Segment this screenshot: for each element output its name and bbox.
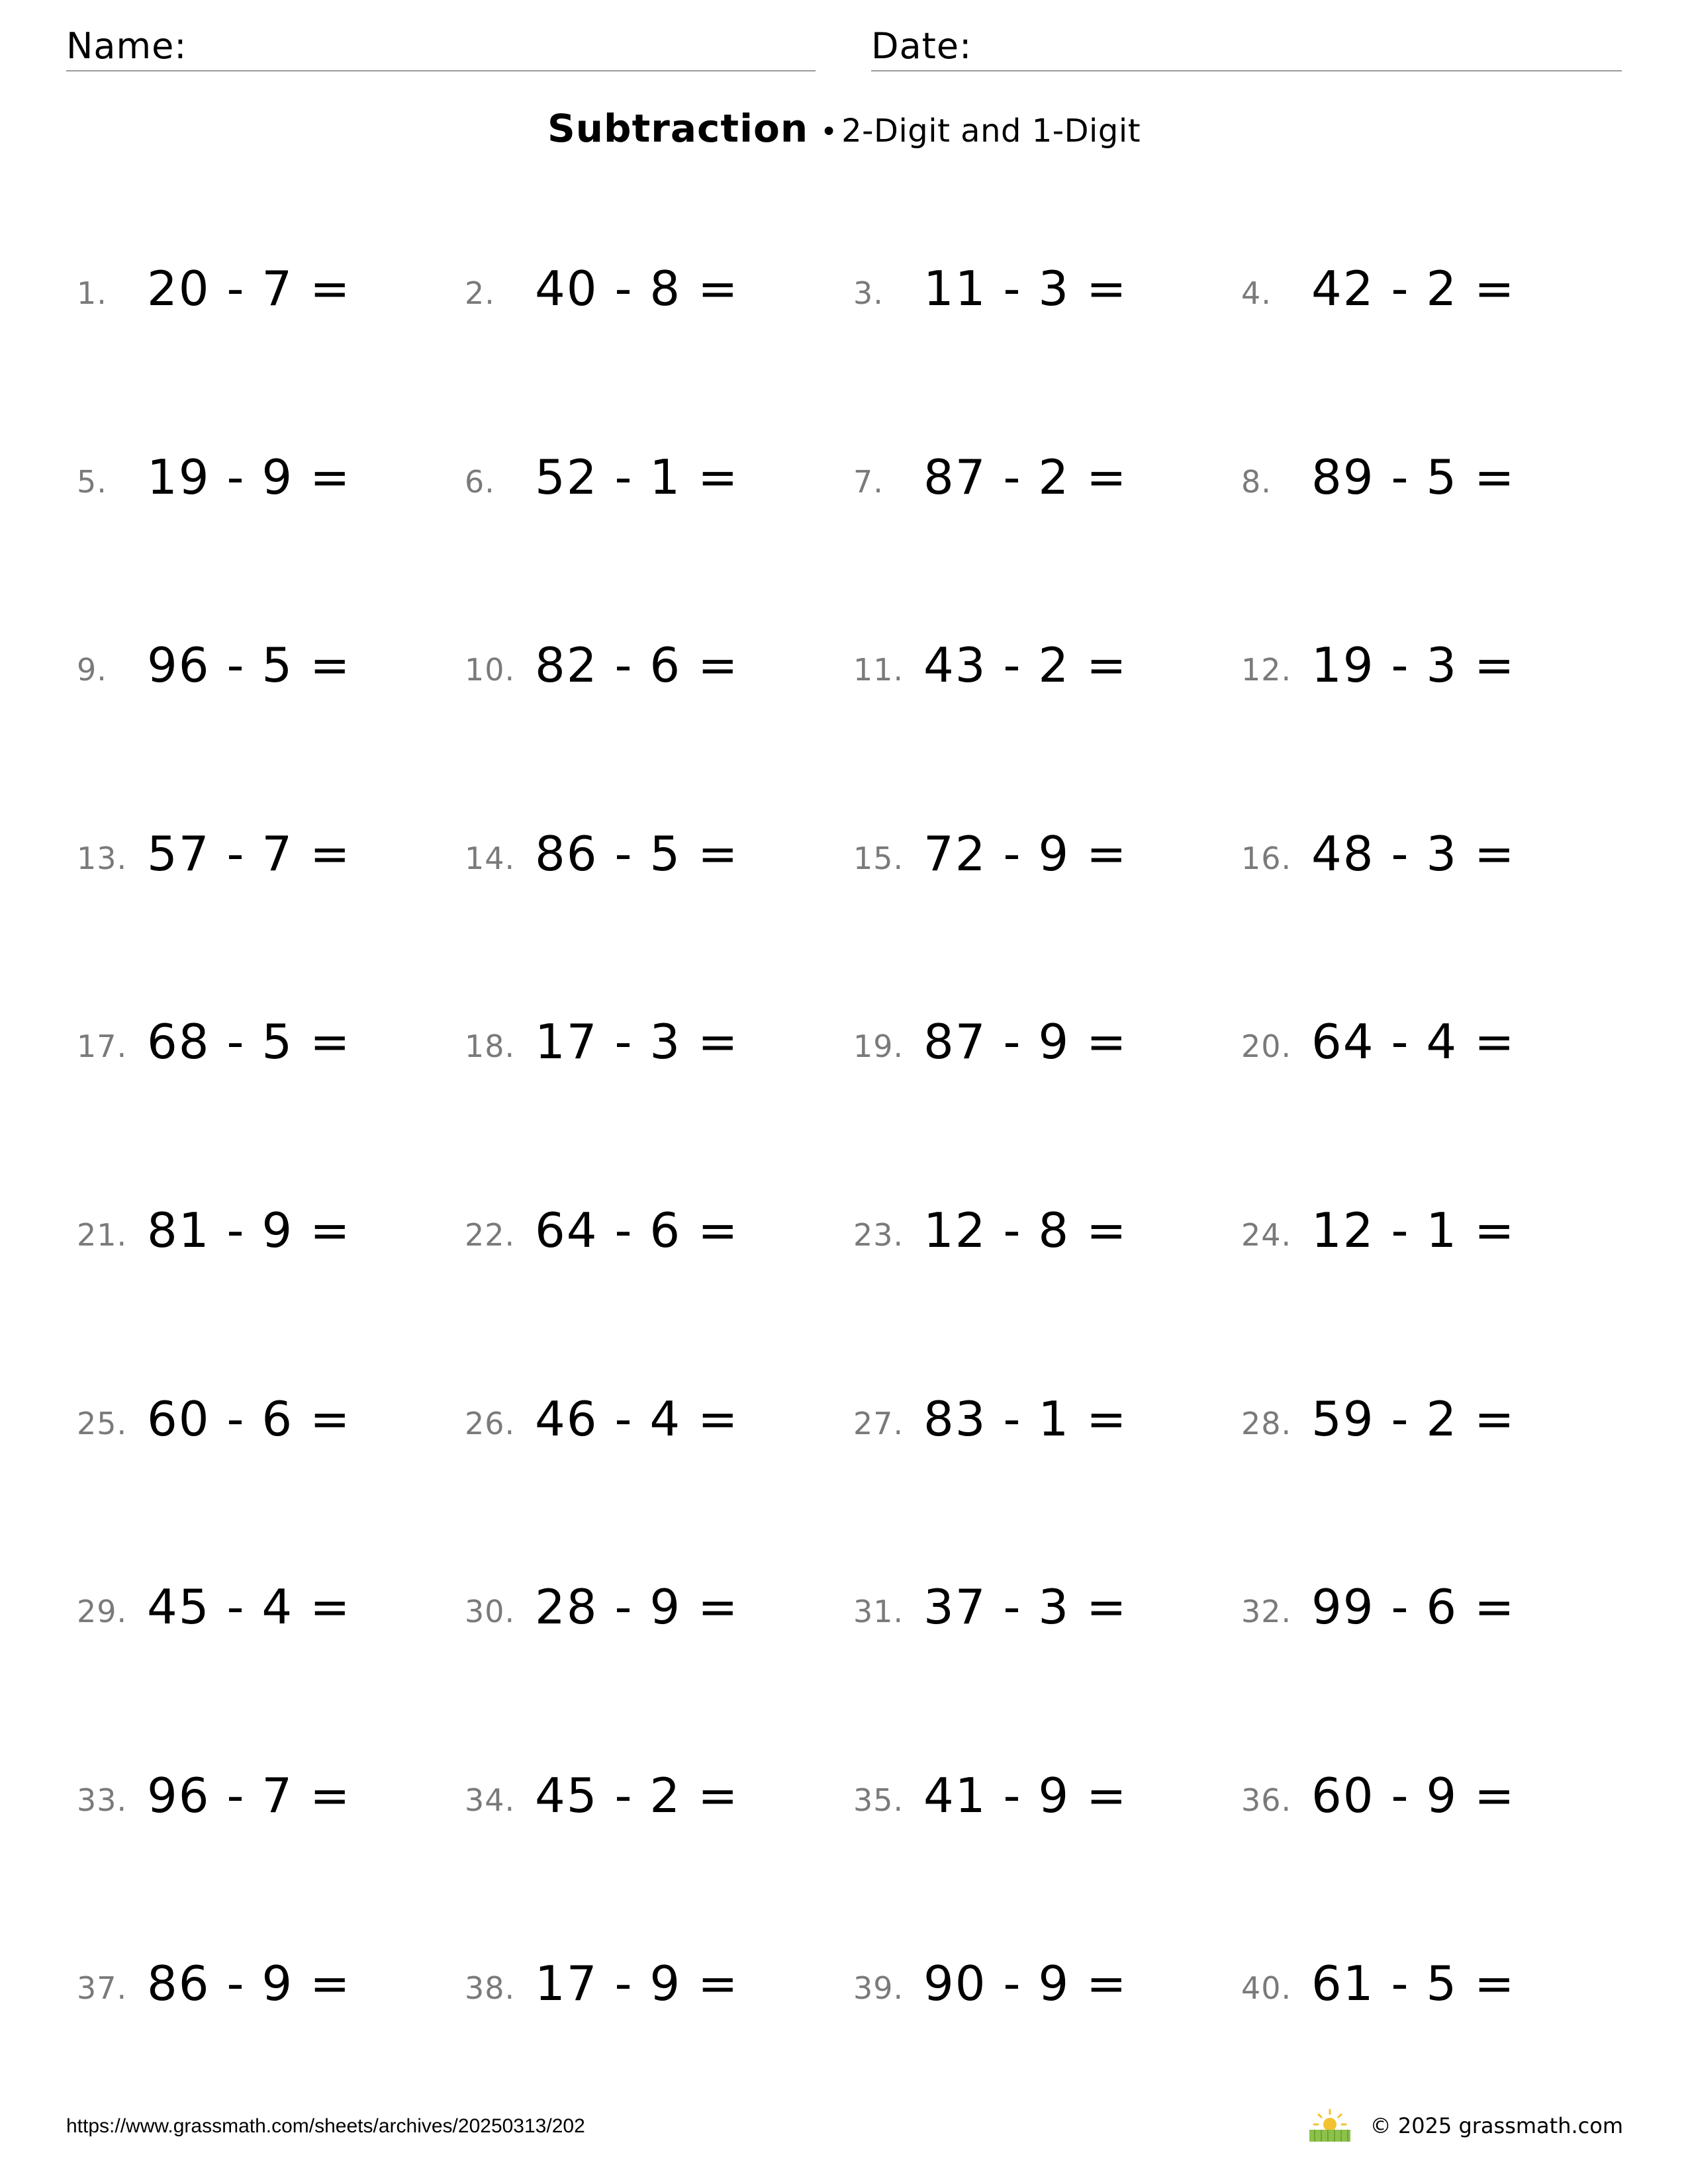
problem-item bbox=[853, 258, 1224, 331]
problem-expression: 12 - 8 = bbox=[923, 1203, 1128, 1258]
problem-expression: 57 - 7 = bbox=[147, 826, 352, 882]
problem-expression: 59 - 2 = bbox=[1311, 1391, 1516, 1447]
footer-url[interactable]: https://www.grassmath.com/sheets/archives/20250313/202 bbox=[66, 2115, 585, 2137]
problem-item bbox=[77, 1576, 447, 1649]
problem-expression: 81 - 9 = bbox=[147, 1203, 352, 1258]
problem-expression: 90 - 9 = bbox=[923, 1956, 1128, 2011]
problem-number: 24. bbox=[1241, 1217, 1292, 1253]
problem-expression: 68 - 5 = bbox=[147, 1014, 352, 1069]
problem-item bbox=[853, 1200, 1224, 1273]
problem-number: 16. bbox=[1241, 841, 1292, 876]
problem-expression: 60 - 6 = bbox=[147, 1391, 352, 1447]
problem-item bbox=[465, 635, 835, 707]
problem-item bbox=[1241, 1200, 1612, 1273]
problem-number: 25. bbox=[77, 1406, 128, 1441]
problem-number: 31. bbox=[853, 1594, 904, 1629]
problem-item bbox=[465, 1576, 835, 1649]
problem-item bbox=[1241, 1765, 1612, 1838]
problem-item bbox=[853, 635, 1224, 707]
problem-item bbox=[77, 1388, 447, 1461]
problem-expression: 11 - 3 = bbox=[923, 261, 1128, 316]
problem-expression: 86 - 5 = bbox=[535, 826, 739, 882]
problem-number: 3. bbox=[853, 275, 884, 311]
problem-item bbox=[1241, 1576, 1612, 1649]
problem-item bbox=[853, 823, 1224, 896]
problem-number: 39. bbox=[853, 1970, 904, 2006]
problem-expression: 87 - 9 = bbox=[923, 1014, 1128, 1069]
problem-expression: 37 - 3 = bbox=[923, 1579, 1128, 1635]
problem-number: 7. bbox=[853, 464, 884, 500]
problem-number: 18. bbox=[465, 1028, 516, 1064]
problem-item bbox=[1241, 823, 1612, 896]
problem-number: 32. bbox=[1241, 1594, 1292, 1629]
problem-number: 35. bbox=[853, 1782, 904, 1818]
problem-item bbox=[465, 258, 835, 331]
problem-expression: 45 - 2 = bbox=[535, 1768, 739, 1823]
problem-item bbox=[1241, 1953, 1612, 2026]
sun-over-grass-icon bbox=[1307, 2107, 1353, 2144]
problem-number: 34. bbox=[465, 1782, 516, 1818]
problem-expression: 40 - 8 = bbox=[535, 261, 739, 316]
problem-number: 13. bbox=[77, 841, 128, 876]
problem-expression: 61 - 5 = bbox=[1311, 1956, 1516, 2011]
problem-number: 29. bbox=[77, 1594, 128, 1629]
problem-number: 10. bbox=[465, 652, 516, 688]
problem-expression: 89 - 5 = bbox=[1311, 449, 1516, 505]
problem-expression: 17 - 9 = bbox=[535, 1956, 739, 2011]
problem-grid bbox=[0, 258, 1688, 2151]
title-main: Subtraction bbox=[547, 106, 809, 151]
problem-item bbox=[1241, 1388, 1612, 1461]
problem-number: 1. bbox=[77, 275, 107, 311]
problem-item bbox=[465, 823, 835, 896]
worksheet-title bbox=[0, 106, 1688, 151]
problem-number: 9. bbox=[77, 652, 107, 688]
problem-expression: 82 - 6 = bbox=[535, 637, 739, 693]
problem-expression: 42 - 2 = bbox=[1311, 261, 1516, 316]
problem-expression: 60 - 9 = bbox=[1311, 1768, 1516, 1823]
problem-item bbox=[1241, 258, 1612, 331]
date-field[interactable] bbox=[871, 23, 1622, 71]
problem-expression: 48 - 3 = bbox=[1311, 826, 1516, 882]
problem-expression: 12 - 1 = bbox=[1311, 1203, 1516, 1258]
problem-number: 6. bbox=[465, 464, 495, 500]
problem-number: 36. bbox=[1241, 1782, 1292, 1818]
problem-number: 15. bbox=[853, 841, 904, 876]
problem-number: 37. bbox=[77, 1970, 128, 2006]
problem-item bbox=[853, 1953, 1224, 2026]
problem-expression: 64 - 4 = bbox=[1311, 1014, 1516, 1069]
problem-number: 12. bbox=[1241, 652, 1292, 688]
problem-item bbox=[77, 1953, 447, 2026]
problem-item bbox=[1241, 635, 1612, 707]
problem-number: 19. bbox=[853, 1028, 904, 1064]
problem-item bbox=[77, 635, 447, 707]
problem-number: 38. bbox=[465, 1970, 516, 2006]
title-subtitle: 2-Digit and 1-Digit bbox=[841, 113, 1141, 150]
problem-expression: 96 - 7 = bbox=[147, 1768, 352, 1823]
problem-number: 21. bbox=[77, 1217, 128, 1253]
name-label: Name: bbox=[66, 25, 187, 67]
problem-number: 27. bbox=[853, 1406, 904, 1441]
problem-item bbox=[465, 1953, 835, 2026]
problem-number: 20. bbox=[1241, 1028, 1292, 1064]
problem-item bbox=[853, 1388, 1224, 1461]
problem-item bbox=[465, 1011, 835, 1084]
problem-item bbox=[465, 1765, 835, 1838]
problem-expression: 28 - 9 = bbox=[535, 1579, 739, 1635]
problem-item bbox=[1241, 447, 1612, 520]
problem-item bbox=[853, 1765, 1224, 1838]
problem-number: 4. bbox=[1241, 275, 1272, 311]
problem-item bbox=[77, 823, 447, 896]
problem-number: 8. bbox=[1241, 464, 1272, 500]
problem-item bbox=[77, 447, 447, 520]
problem-expression: 96 - 5 = bbox=[147, 637, 352, 693]
problem-expression: 20 - 7 = bbox=[147, 261, 352, 316]
problem-item bbox=[853, 1011, 1224, 1084]
problem-number: 28. bbox=[1241, 1406, 1292, 1441]
problem-item bbox=[77, 1765, 447, 1838]
copyright-text: © 2025 grassmath.com bbox=[1370, 2113, 1623, 2138]
problem-item bbox=[77, 1011, 447, 1084]
name-field[interactable] bbox=[66, 23, 816, 71]
problem-item bbox=[465, 447, 835, 520]
problem-expression: 19 - 9 = bbox=[147, 449, 352, 505]
problem-number: 30. bbox=[465, 1594, 516, 1629]
problem-expression: 72 - 9 = bbox=[923, 826, 1128, 882]
problem-expression: 99 - 6 = bbox=[1311, 1579, 1516, 1635]
date-label: Date: bbox=[871, 25, 972, 67]
problem-expression: 41 - 9 = bbox=[923, 1768, 1128, 1823]
problem-item bbox=[77, 1200, 447, 1273]
problem-item bbox=[465, 1388, 835, 1461]
problem-number: 40. bbox=[1241, 1970, 1292, 2006]
problem-number: 22. bbox=[465, 1217, 516, 1253]
problem-item bbox=[1241, 1011, 1612, 1084]
problem-number: 5. bbox=[77, 464, 107, 500]
problem-item bbox=[853, 447, 1224, 520]
footer-brand bbox=[1307, 2107, 1623, 2144]
problem-item bbox=[77, 258, 447, 331]
problem-expression: 45 - 4 = bbox=[147, 1579, 352, 1635]
problem-number: 17. bbox=[77, 1028, 128, 1064]
problem-expression: 43 - 2 = bbox=[923, 637, 1128, 693]
problem-item bbox=[465, 1200, 835, 1273]
title-separator: • bbox=[820, 115, 838, 149]
problem-expression: 86 - 9 = bbox=[147, 1956, 352, 2011]
problem-number: 23. bbox=[853, 1217, 904, 1253]
problem-expression: 87 - 2 = bbox=[923, 449, 1128, 505]
problem-expression: 46 - 4 = bbox=[535, 1391, 739, 1447]
problem-number: 11. bbox=[853, 652, 904, 688]
problem-number: 14. bbox=[465, 841, 516, 876]
problem-expression: 83 - 1 = bbox=[923, 1391, 1128, 1447]
problem-number: 26. bbox=[465, 1406, 516, 1441]
problem-item bbox=[853, 1576, 1224, 1649]
problem-number: 33. bbox=[77, 1782, 128, 1818]
problem-expression: 52 - 1 = bbox=[535, 449, 739, 505]
problem-expression: 64 - 6 = bbox=[535, 1203, 739, 1258]
problem-expression: 19 - 3 = bbox=[1311, 637, 1516, 693]
problem-number: 2. bbox=[465, 275, 495, 311]
problem-expression: 17 - 3 = bbox=[535, 1014, 739, 1069]
